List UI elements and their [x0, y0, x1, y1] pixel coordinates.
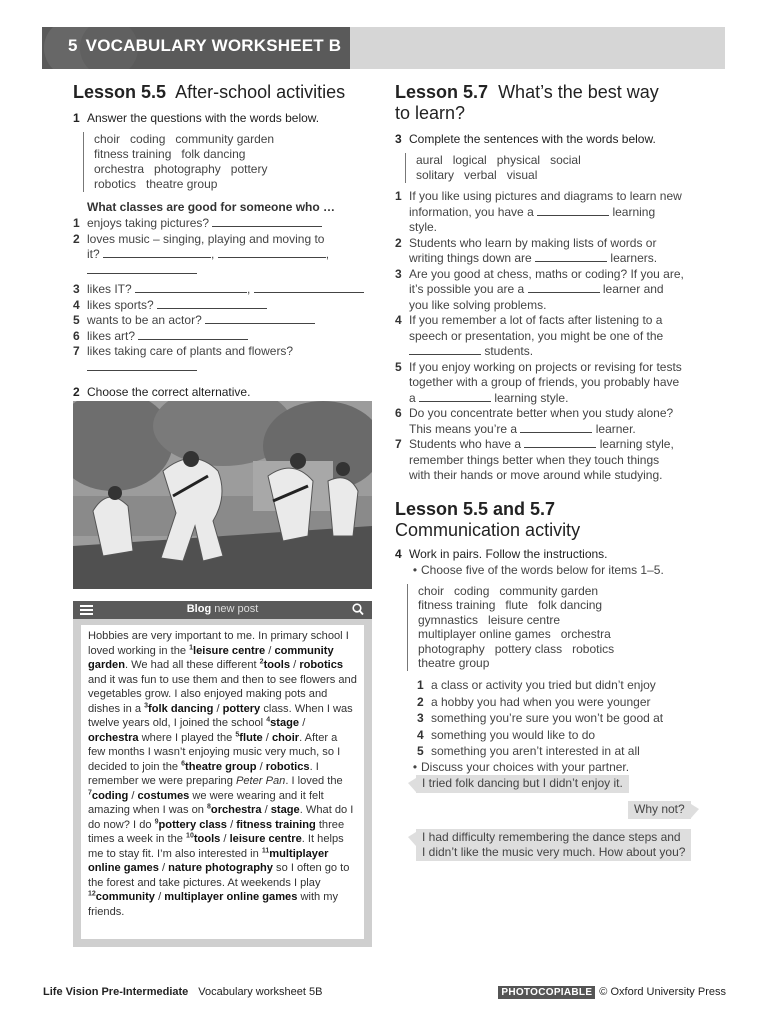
blog-title-bar: [73, 601, 372, 619]
book-title: Life Vision Pre-Intermediate: [43, 986, 189, 998]
speech-bubble-student-a-reply: I had difficulty remembering the dance steps and I didn’t like the music very much. How about you?: [416, 829, 691, 861]
answer-blank[interactable]: [528, 282, 600, 293]
alternative-option[interactable]: robotics: [299, 659, 344, 671]
alternative-option[interactable]: tools: [193, 833, 221, 845]
lesson-5-5-and-5-7-heading: Lesson 5.5 and 5.7 Communication activity: [395, 498, 581, 540]
answer-blank[interactable]: [212, 216, 322, 227]
photocopiable-badge: PHOTOCOPIABLE: [498, 986, 595, 999]
question-3-item: 7 Students who have a learning style, remember things better when they touch things with their hands or move around while studying.: [395, 437, 674, 482]
alternative-option[interactable]: stage: [270, 804, 300, 816]
instruction-bullet: • Choose five of the words below for items 1–5.: [412, 562, 664, 577]
blog-post-panel: [73, 601, 372, 947]
alternative-option[interactable]: coding: [91, 789, 129, 802]
alternative-option[interactable]: multiplayer online games: [164, 891, 298, 903]
alternative-option[interactable]: community: [95, 891, 155, 903]
header-title-band: [42, 27, 350, 69]
question-2-instruction: 2 Choose the correct alternative.: [73, 385, 251, 399]
question-4-item: 2 a hobby you had when you were younger: [417, 694, 651, 709]
alternative-option[interactable]: fitness training: [236, 818, 316, 831]
answer-blank[interactable]: [254, 282, 364, 293]
question-3-item: 6 Do you concentrate better when you study alone? This means you’re a learner.: [395, 406, 674, 436]
speech-bubble-student-a: I tried folk dancing but I didn’t enjoy it.: [416, 775, 629, 793]
question-4-word-box: choir coding community garden fitness training flute folk dancing gymnastics leisure centre multiplayer online games orchestra photography pottery class robotics theatre group: [407, 584, 700, 672]
alternative-option[interactable]: folk dancing: [148, 702, 214, 715]
question-1-instruction: 1 Answer the questions with the words below.: [73, 111, 320, 125]
answer-blank[interactable]: [87, 360, 197, 371]
question-3-item: 2 Students who learn by making lists of words or writing things down are learners.: [395, 235, 658, 265]
question-3-item: 5 If you enjoy working on projects or revising for tests together with a group of friends, you probably have a learning style.: [395, 359, 682, 405]
answer-blank[interactable]: [419, 391, 491, 402]
publisher: © Oxford University Press: [599, 986, 726, 998]
instruction-bullet: • Discuss your choices with your partner.: [412, 759, 630, 774]
speech-bubble-student-b: Why not?: [628, 801, 691, 819]
alternative-option[interactable]: leisure centre: [229, 833, 302, 845]
question-1-subheading: What classes are good for someone who …: [87, 200, 336, 214]
question-1-item: 2 loves music – singing, playing and moving to it? , ,: [73, 232, 373, 279]
alternative-option[interactable]: pottery: [222, 702, 261, 715]
worksheet-header: [42, 27, 725, 69]
answer-blank[interactable]: [535, 251, 607, 262]
page-footer: [43, 986, 726, 998]
alternative-option[interactable]: flute: [239, 731, 263, 744]
alternative-option[interactable]: nature photography: [168, 862, 273, 874]
alternative-option[interactable]: robotics: [265, 760, 310, 773]
alternative-option[interactable]: choir: [271, 731, 300, 744]
answer-blank[interactable]: [537, 205, 609, 216]
alternative-option[interactable]: costumes: [137, 789, 190, 802]
answer-blank[interactable]: [520, 422, 592, 433]
worksheet-name: Vocabulary worksheet 5B: [198, 986, 323, 998]
answer-blank[interactable]: [218, 247, 326, 258]
lesson-5-5-heading: Lesson 5.5 After-school activities: [73, 82, 346, 102]
answer-blank[interactable]: [87, 263, 197, 274]
question-4-item: 3 something you’re sure you won’t be good at: [417, 711, 664, 726]
question-1-item: 4 likes sports?: [73, 298, 373, 314]
blog-title: Blog new post: [186, 603, 259, 615]
alternative-option[interactable]: tools: [263, 659, 291, 671]
search-icon[interactable]: [352, 603, 364, 616]
answer-blank[interactable]: [157, 298, 267, 309]
question-3-item: 3 Are you good at chess, maths or coding? If you are, it’s possible you are a learner and you like solving problems.: [395, 266, 684, 312]
answer-blank[interactable]: [409, 344, 481, 355]
answer-blank[interactable]: [103, 247, 211, 258]
question-1-item: 6 likes art?: [73, 329, 373, 345]
folk-dancers-photo: [73, 401, 372, 589]
answer-blank[interactable]: [524, 437, 596, 448]
question-4-item: 1 a class or activity you tried but didn’t enjoy: [417, 678, 656, 693]
question-3-item: 1 If you like using pictures and diagrams to learn new information, you have a learning style.: [395, 189, 682, 234]
alternative-option[interactable]: community garden: [88, 644, 334, 671]
answer-blank[interactable]: [138, 329, 248, 340]
alternative-option[interactable]: stage: [270, 717, 300, 729]
question-1-item: 1 enjoys taking pictures?: [73, 216, 373, 232]
question-3-word-box: aural logical physical social solitary verbal visual: [405, 153, 700, 183]
left-column: [73, 82, 373, 400]
alternative-option[interactable]: theatre group: [185, 760, 257, 773]
alternative-option[interactable]: multiplayer online games: [88, 847, 329, 874]
alternative-option[interactable]: leisure centre: [193, 644, 266, 657]
header-title: 5 VOCABULARY WORKSHEET B: [68, 36, 342, 55]
question-1-word-box: choir coding community garden fitness training folk dancing orchestra photography pottery robotics theatre group: [83, 132, 373, 192]
question-3-item: 4 If you remember a lot of facts after listening to a speech or presentation, you might be one of the students.: [395, 313, 664, 358]
lesson-5-7-heading: Lesson 5.7 What’s the best way to learn?: [395, 82, 659, 123]
alternative-option[interactable]: orchestra: [88, 731, 139, 744]
question-4-instruction: 4 Work in pairs. Follow the instructions.: [395, 546, 608, 561]
blog-post-text: Hobbies are very important to me. In primary school I loved working in the $^1$leisure centre / community garden. We had all these different $^2$tools / robotics and it was fun to use them and then to see flowers and vegetables grow. I also enjoyed making pots and dishes in a $^3$folk dancing / pottery class. When I was twelve years old, I joined the school $^4$stage / orchestra where I played the $^5$flute / choir. After a few months I wasn’t enjoying music very much, so I decided to join the $^6$theatre group / robotics. I remember we were preparing Peter Pan. I loved the $^7$coding / costumes we were wearing and it felt amazing when I was on $^8$orchestra / stage. What do I do now? I do $^9$pottery class / fitness training three times a week in the $^{10}$tools / leisure centre. It helps me to stay fit. I’m also interested in $^{11}$multiplayer online games / nature photography so I often go to the forest and take pictures. At weekends I play $^{12}$community / multiplayer online games with my friends.: [81, 625, 364, 939]
alternative-option[interactable]: pottery class: [158, 818, 227, 831]
question-1-item: 7 likes taking care of plants and flowers?: [73, 344, 373, 375]
right-column: [395, 82, 700, 775]
alternative-option[interactable]: orchestra: [210, 804, 262, 816]
question-1-item: 5 wants to be an actor?: [73, 313, 373, 329]
answer-blank[interactable]: [205, 313, 315, 324]
question-4-item: 4 something you would like to do: [417, 727, 596, 742]
question-3-instruction: 3 Complete the sentences with the words below.: [395, 132, 656, 146]
question-4-item: 5 something you aren’t interested in at all: [417, 744, 640, 759]
answer-blank[interactable]: [135, 282, 247, 293]
question-1-item: 3 likes IT? ,: [73, 282, 373, 298]
